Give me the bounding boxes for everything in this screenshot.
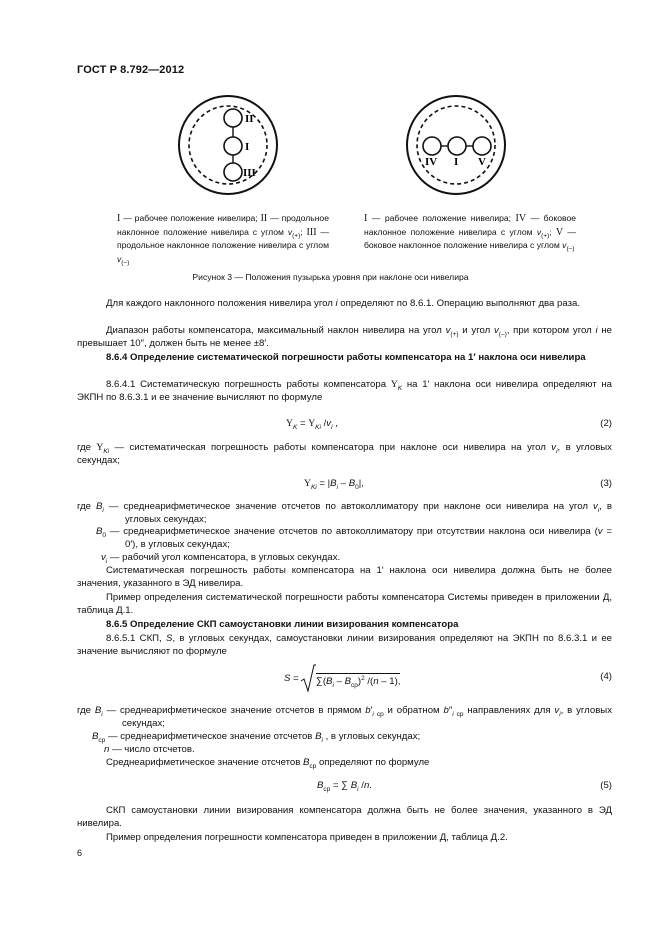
definition-n: n — число отсчетов.: [104, 744, 195, 755]
equation-4-radicand: $\sum(B_i - B_{ср})^2$ /(n – 1),: [316, 674, 401, 689]
label-II: II: [245, 113, 254, 125]
definition-vi: $v_i$ — рабочий угол компенсатора, в угловых секундах.: [101, 552, 341, 565]
section-heading-8-6-4: 8.6.4 Определение систематической погрешности работы компенсатора на 1′ наклона оси нивелира: [106, 352, 586, 363]
right-figure-caption: I — рабочее положение нивелира; IV — боковое наклонное положение нивелира с углом $v_{(+)}$; V — боковое наклонное положение нивелира с углом $v_{(-)}$: [364, 213, 577, 253]
definition-Bcp: $B_{ср}$ — среднеарифметическое значение отсчетов $B_i$ , в угловых секундах;: [92, 731, 421, 744]
paragraph-skp-limit: СКП самоустановки линии визирования компенсатора должна быть не более значения, указанного в ЭД нивелира.: [77, 805, 612, 829]
bubble-position-III: [224, 163, 242, 181]
bubble-position-II: [224, 109, 242, 127]
definition-Bi: где $B_i$ — среднеарифметическое значение отсчетов по автоколлиматору при наклоне оси нивелира на угол $v_i$, в угловых секундах;: [77, 501, 612, 525]
figure-caption: Рисунок 3 — Положения пузырька уровня при наклоне оси нивелира: [192, 272, 469, 282]
label-III: III: [243, 167, 256, 179]
label-V: V: [478, 156, 486, 168]
page-number: 6: [77, 848, 83, 858]
paragraph-systematic-error-limit: Систематическая погрешность работы компенсатора на 1′ наклона оси нивелира должна быть не более значения, указанного в ЭД нивелира.: [77, 565, 612, 589]
equation-5-number: (5): [600, 780, 612, 791]
equation-5: $B_{ср}$ = ∑ $B_i$ /n.: [317, 780, 372, 793]
paragraph-example-table-d1: Пример определения систематической погрешности работы компенсатора Системы приведен в приложении Д, таблица Д.1.: [77, 592, 612, 616]
equation-3-number: (3): [600, 478, 612, 489]
bubble-position-IV: [423, 137, 441, 155]
bubble-position-I: [224, 137, 242, 155]
equation-4-number: (4): [600, 671, 612, 682]
sqrt-sign: [300, 664, 316, 694]
paragraph-8-6-4-1: 8.6.4.1 Систематическую погрешность работы компенсатора $\Upsilon_K$ на 1′ наклона оси нивелира определяют на ЭКПН по 8.6.3.1 и ее значение вычисляют по формуле: [77, 379, 612, 403]
equation-3: $\Upsilon_{Ki} = |B_i - B_0|$,: [304, 478, 364, 491]
definition-systematic-error: где $\Upsilon_{Ki}$ — систематическая погрешность работы компенсатора при наклоне оси нивелира на угол $v_i$, в угловых секундах;: [77, 442, 612, 466]
section-heading-8-6-5: 8.6.5 Определение СКП самоустановки линии визирования компенсатора: [106, 619, 459, 630]
definition-B0: $B_0$ — среднеарифметическое значение отсчетов по автоколлиматору при отсутствии наклона оси нивелира (v = 0′), в угловых секундах;: [96, 526, 612, 550]
definition-Bi-direct-reverse: где $B_i$ — среднеарифметическое значение отсчетов в прямом $b'_{i ср}$ и обратном $b''_{i ср}$ направлениях для $v_i$, в угловых секундах;: [77, 705, 612, 729]
equation-2: $\Upsilon_K = \Upsilon_{Ki}$ $/v_i$ ,: [286, 418, 338, 431]
figure-lateral-positions: [401, 90, 511, 200]
left-figure-caption: I — рабочее положение нивелира; II — продольное наклонное положение нивелира с углом $v_{(+)}$; III — продольное наклонное положение нивелира с углом $v_{(-)}$: [117, 213, 330, 267]
bubble-position-V: [473, 137, 491, 155]
label-I: I: [245, 141, 250, 153]
label-IV: IV: [425, 156, 438, 168]
paragraph-8-6-5-1: 8.6.5.1 СКП, S, в угловых секундах, самоустановки линии визирования определяют на ЭКПН по 8.6.3.1 и ее значение вычисляют по формуле: [77, 633, 612, 657]
document-header: ГОСТ Р 8.792—2012: [77, 64, 185, 76]
paragraph-mean-formula-intro: Среднеарифметическое значение отсчетов $B_{ср}$ определяют по формуле: [106, 757, 430, 770]
bubble-position-I: [448, 137, 466, 155]
paragraph-compensator-range: Диапазон работы компенсатора, максимальный наклон нивелира на угол $v_{(+)}$ и угол $v_{(-)}$, при котором угол i не превышает 10″, должен быть не менее ±8′.: [77, 325, 613, 349]
equation-4-lhs: S =: [284, 673, 299, 684]
equation-2-number: (2): [600, 418, 612, 429]
label-I: I: [454, 156, 459, 168]
paragraph-example-table-d2: Пример определения погрешности компенсатора приведен в приложении Д, таблица Д.2.: [106, 832, 508, 843]
figure-longitudinal-positions: [178, 90, 278, 200]
paragraph-each-inclined-position: Для каждого наклонного положения нивелира угол i определяют по 8.6.1. Операцию выполняют два раза.: [106, 298, 580, 309]
